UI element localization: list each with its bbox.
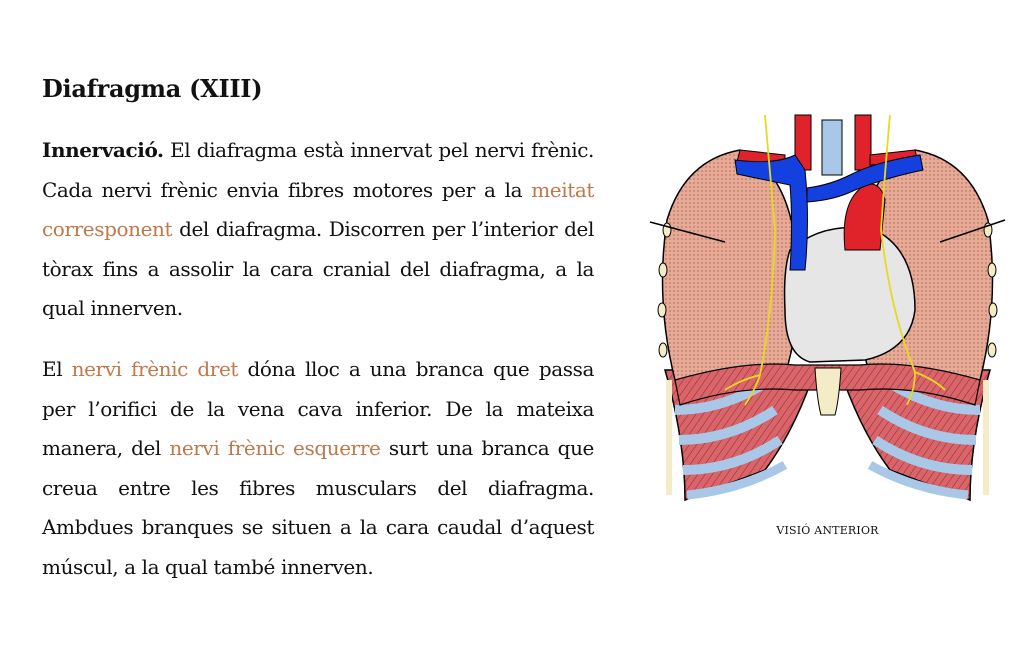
- paragraph-text: surt una branca que creua entre les fibres musculars del diafragma. Ambdues branques se situen a la cara caudal d’aquest múscul, a la qual també innerven.: [42, 436, 594, 579]
- page-title: Diafragma (XIII): [42, 74, 263, 103]
- highlight-term: nervi frènic esquerre: [169, 436, 381, 460]
- paragraph-text: del diafragma. Discorren per l’interior del tòrax fins a assolir la cara cranial del diafragma, a la qual innerven.: [42, 217, 594, 320]
- paragraph-text: El diafragma està innervat pel nervi frènic. Cada nervi frènic envia fibres motores per a la: [42, 138, 594, 202]
- paragraph-phrenic-branches: [42, 350, 594, 587]
- thorax-anterior-illustration: [645, 110, 1010, 505]
- xiphoid-process: [815, 368, 841, 415]
- paragraph-text: El: [42, 357, 72, 381]
- paragraph-innervation: [42, 131, 594, 329]
- highlight-term: nervi frènic dret: [71, 357, 239, 381]
- right-lung: [663, 150, 799, 386]
- paragraph-text: dóna lloc a una branca que passa per l’orifici de la vena cava inferior. De la mateixa manera, del: [42, 357, 594, 460]
- aortic-arch: [844, 184, 885, 250]
- paragraph-lead: Innervació.: [42, 138, 164, 162]
- highlight-term: meitat corresponent: [42, 177, 594, 241]
- figure-caption: VISIÓ ANTERIOR: [776, 524, 879, 537]
- carotid-artery: [855, 115, 871, 170]
- trachea: [822, 120, 842, 175]
